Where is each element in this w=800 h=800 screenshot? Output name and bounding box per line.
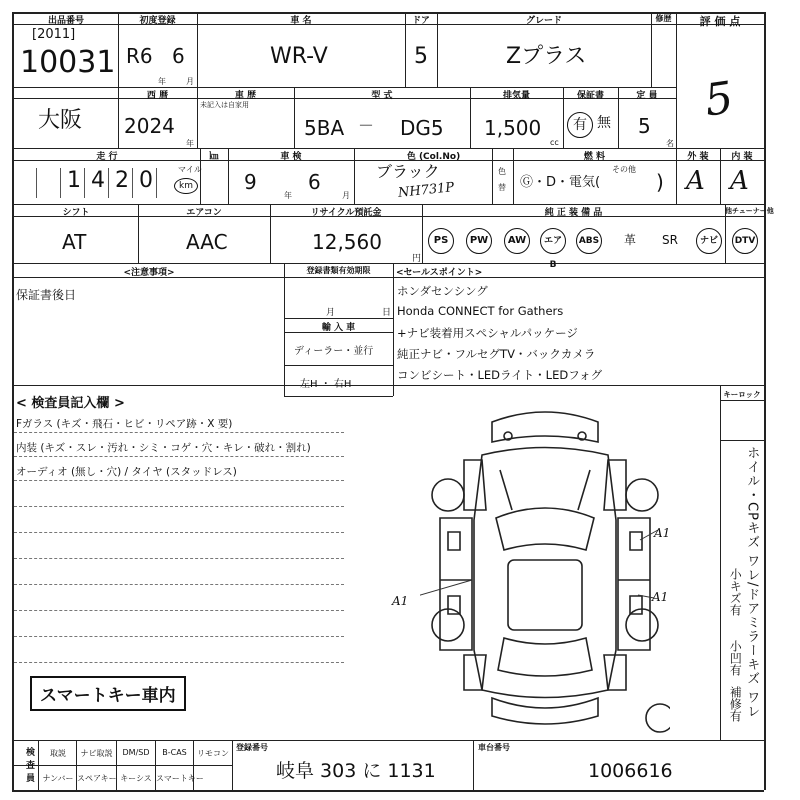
equip-dtv-badge: DTV — [732, 228, 758, 254]
model-dash: － — [358, 116, 375, 135]
exterior-grade: A — [686, 166, 705, 196]
import-label: 輸 入 車 — [321, 323, 356, 333]
exterior-label: 外 装 — [687, 152, 709, 162]
inspector-line-audio: オーディオ (無し・穴) / タイヤ (スタッドレス) — [16, 466, 237, 478]
key-lock-label: キーロック — [723, 390, 761, 399]
footer-spare-key: スペアキー — [77, 774, 117, 783]
lot-no-label: 出品番号 — [47, 16, 84, 26]
digit-divider — [84, 168, 85, 198]
footer-navi-manual: ナビ取説 — [80, 749, 113, 758]
sales-point-1: ホンダセンシング — [397, 284, 488, 298]
footer-manual: 取説 — [50, 749, 66, 758]
history-label: 車 歴 — [234, 91, 257, 101]
border-right — [764, 12, 766, 790]
inspection-year: 9 — [244, 170, 257, 194]
digit-divider — [156, 168, 157, 198]
km-label: ㎞ — [209, 152, 219, 162]
year: 2024 — [124, 114, 175, 138]
sales-point-4: 純正ナビ・フルセグTV・バックカメラ — [397, 347, 596, 361]
rule — [12, 385, 764, 386]
inspector-side-label: 検査員 — [24, 746, 34, 786]
car-diagram — [420, 400, 670, 735]
legend-small-dent: 小凹有 — [728, 640, 743, 676]
equip-sunroof: SR — [662, 233, 678, 247]
digit-divider — [60, 168, 61, 198]
sales-point-label: <セールスポイント> — [396, 268, 483, 278]
capacity: 5 — [638, 114, 651, 138]
rule — [284, 318, 393, 319]
equip-navi-badge: ナビ — [696, 228, 722, 254]
inspector-line-interior: 内装 (キズ・スレ・汚れ・シミ・コゲ・穴・キレ・破れ・割れ) — [16, 442, 311, 454]
dashed-line — [14, 610, 344, 611]
rule — [38, 740, 39, 790]
dashed-line — [14, 480, 344, 481]
rule — [12, 740, 764, 741]
mileage-label: 走 行 — [96, 152, 118, 162]
footer-number: ナンバー — [42, 774, 74, 783]
footer-dm-sd: DM/SD — [122, 748, 150, 757]
mileage-digit: 2 — [115, 168, 129, 193]
rule — [393, 263, 394, 396]
dashed-line — [14, 558, 344, 559]
rule — [720, 385, 721, 740]
fuel-label: 燃 料 — [583, 152, 606, 162]
recycle-fee: 12,560 — [312, 230, 382, 254]
digit-divider — [108, 168, 109, 198]
color-name: ブラック — [376, 162, 440, 181]
yen-unit: 円 — [412, 254, 422, 264]
first-reg-label: 初度登録 — [139, 16, 176, 26]
fuel-other-label: その他 — [612, 165, 636, 174]
damage-mark-left: A1 — [392, 594, 409, 608]
displacement: 1,500 — [484, 116, 542, 140]
rule — [676, 12, 677, 148]
year-unit-3: 年 — [284, 191, 292, 200]
tuning-label: 他チューナー他 — [725, 207, 774, 215]
dashed-line — [14, 662, 344, 663]
color-label: 色 (Col.No) — [406, 152, 461, 162]
equip-abs-badge: ABS — [576, 228, 602, 254]
border-left — [12, 12, 14, 790]
dashed-line — [14, 532, 344, 533]
first-reg-era: R6 — [126, 44, 153, 68]
inspector-line-glass: Fガラス (キズ・飛石・ヒビ・リペア跡・X 要) — [16, 418, 233, 430]
year-unit: 年 — [158, 77, 166, 86]
equip-ps-badge: PS — [428, 228, 454, 254]
first-reg-month: 6 — [172, 44, 185, 68]
damage-mark-right-rear: A1 — [652, 590, 669, 604]
damage-mark-right-front: A1 — [654, 526, 671, 540]
interior-grade: A — [730, 166, 749, 196]
fuel-close: ) — [656, 170, 664, 194]
footer-keyless: キーシス — [120, 774, 152, 783]
score-value: 5 — [701, 72, 737, 127]
digit-divider — [36, 168, 37, 198]
repair-flag-label: 修歴 — [655, 14, 672, 23]
reg-day: 日 — [382, 308, 392, 318]
plate-label: 登録番号 — [236, 743, 268, 752]
aircon-label: エアコン — [186, 208, 222, 218]
km-unit-circled: km — [174, 178, 198, 194]
model-label: 型 式 — [371, 91, 393, 101]
notes-text: 保証書後日 — [16, 288, 77, 302]
interior-label: 内 装 — [731, 152, 753, 162]
dashed-line — [14, 456, 344, 457]
shift-label: シフト — [62, 208, 90, 218]
history-note: 未記入は自家用 — [200, 101, 249, 109]
car-name: WR-V — [270, 44, 328, 69]
plate-number: 岐阜 303 に 1131 — [276, 760, 436, 782]
dashed-line — [14, 432, 344, 433]
equip-leather: 革 — [624, 233, 637, 247]
cc-unit: cc — [550, 138, 559, 147]
grade-label: グレード — [525, 16, 562, 26]
rule — [284, 396, 393, 397]
dashed-line — [14, 584, 344, 585]
sales-point-2: Honda CONNECT for Gathers — [397, 304, 564, 318]
chassis-label: 車台番号 — [478, 743, 510, 752]
recycle-label: リサイクル預託金 — [310, 208, 382, 218]
sales-point-3: +ナビ装着用スペシャルパッケージ — [397, 326, 578, 340]
doors: 5 — [414, 44, 428, 69]
year-unit-2: 年 — [186, 139, 194, 148]
equip-airbag-badge: エアB — [540, 228, 566, 254]
legend-repaired: 補修有 — [728, 686, 743, 722]
inspection-month: 6 — [308, 170, 321, 194]
warranty-yes: 有 — [567, 112, 593, 138]
score-label: 評 価 点 — [699, 15, 741, 28]
border-bottom — [12, 790, 764, 792]
region: 大阪 — [38, 108, 83, 133]
lot-number: 10031 — [20, 45, 116, 80]
color-change-label: 色替 — [498, 167, 506, 192]
equipment-label: 純 正 装 備 品 — [544, 208, 603, 218]
reg-expiry-label: 登録書類有効期限 — [306, 266, 371, 275]
equip-pw-badge: PW — [466, 228, 492, 254]
month-unit: 月 — [186, 77, 194, 86]
legend-small-scratch: 小キズ有 — [728, 568, 743, 616]
mileage-digit: 1 — [67, 168, 81, 193]
footer-remote: リモコン — [197, 749, 229, 758]
rule — [473, 740, 474, 790]
capacity-label: 定 員 — [636, 91, 658, 101]
dashed-line — [14, 636, 344, 637]
sales-point-5: コンビシート・LEDライト・LEDフォグ — [397, 368, 603, 382]
color-code: NH731P — [397, 180, 455, 201]
chassis-number: 1006616 — [588, 760, 673, 782]
car-name-label: 車 名 — [290, 16, 312, 26]
mileage-digit: 0 — [139, 168, 153, 193]
shift: AT — [62, 230, 87, 254]
footer-bcas: B-CAS — [162, 748, 187, 757]
rule — [12, 263, 764, 264]
rule — [12, 765, 232, 766]
rule — [720, 440, 764, 441]
mile-unit: マイル — [178, 165, 202, 174]
warranty-label: 保証書 — [576, 91, 604, 101]
capacity-unit: 名 — [666, 139, 674, 148]
model-code: DG5 — [400, 116, 444, 140]
inspection-label: 車 検 — [280, 152, 302, 162]
door-label: ドア — [412, 16, 430, 26]
grade: Zプラス — [506, 44, 587, 69]
equip-aw-badge: AW — [504, 228, 530, 254]
warranty-no: 無 — [597, 115, 611, 131]
mileage-digit: 4 — [91, 168, 105, 193]
dashed-line — [14, 506, 344, 507]
notes-label: <注意事項> — [123, 268, 175, 278]
rule — [284, 365, 393, 366]
rule — [232, 740, 233, 790]
rule — [720, 400, 764, 401]
reg-month: 月 — [326, 308, 336, 318]
fuel-options: Ⓖ・D・電気( — [520, 175, 601, 190]
lot-year: [2011] — [32, 27, 76, 42]
handle-options: 左H ・ 右H — [300, 379, 352, 390]
aircon: AAC — [186, 230, 228, 254]
month-unit-2: 月 — [342, 191, 350, 200]
displacement-label: 排気量 — [502, 91, 530, 101]
legend-main: ホイル・CPキズ ワレ/ドアミラーキズ ワレ — [744, 446, 760, 719]
year-label: 西 暦 — [146, 91, 169, 101]
smart-key-stamp: スマートキー車内 — [30, 676, 186, 711]
inspector-title: < 検査員記入欄 > — [16, 396, 125, 411]
footer-smart-key: スマートキー — [156, 774, 204, 783]
model-prefix: 5BA — [304, 116, 345, 140]
digit-divider — [132, 168, 133, 198]
import-options: ディーラー・並行 — [294, 346, 374, 357]
